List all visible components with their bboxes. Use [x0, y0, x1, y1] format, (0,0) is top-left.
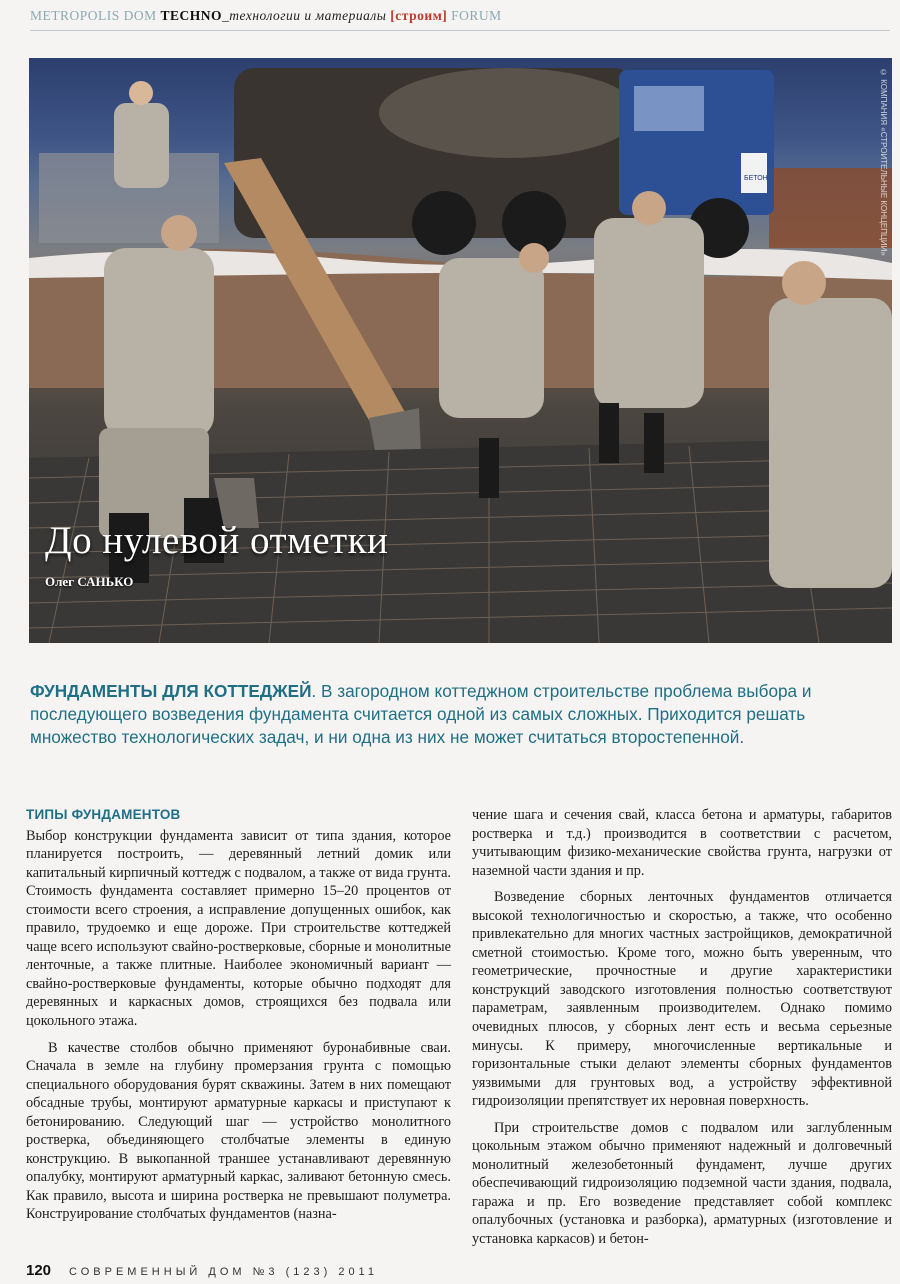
paragraph: В качестве столбов обычно применяют буронабивные сваи. Сначала в земле на глубину промерзания грунта с помощью специального оборудования бурят скважины. Затем в них помещают обсадные трубы, монтируют арматурные каркасы и приступают к бетонированию. Следующий шаг — устройство монолитного ростверка, объединяющего столбчатые элементы в единую конструкцию. В выкопанной траншее устанавливают деревянную опалубку, монтируют арматурный каркас, заливают бетонную смесь. Как правило, высота и ширина ростверка не превышают полуметра. Конструирование столбчатых фундаментов (назна-: [26, 1039, 451, 1223]
paragraph: Выбор конструкции фундамента зависит от типа здания, которое планируется построить, — деревянный летний домик или капитальный кирпичный коттедж с подвалом, а также от вида грунта. Стоимость фундамента составляет примерно 15–20 процентов от стоимости всего строения, а исправление допущенных ошибок, как правило, трудоемко и еще дороже. При строительстве коттеджей чаще всего используют свайно-ростверковые, сборные и монолитные ленточные, а также плитные. Наиболее экономичный вариант — свайно-ростверковые фундаменты, которые обычно подходят для деревянных и каркасных домов, строящихся без подвала или цокольного этажа.: [26, 827, 451, 1030]
paragraph: чение шага и сечения свай, класса бетона и арматуры, габаритов ростверка и т.д.) производится в соответствии с расчетом, учитывающим физико-механические свойства грунта, нагрузки от наземной части здания и пр.: [472, 807, 892, 879]
lead-kicker: ФУНДАМЕНТЫ ДЛЯ КОТТЕДЖЕЙ: [30, 681, 312, 701]
running-head: [30, 8, 890, 24]
article-column-left: [26, 806, 451, 1224]
paragraph: При строительстве домов с подвалом или заглубленным цокольным этажом обычно применяют надежный и долговечный монолитный железобетонный фундамент, лучше других обеспечивающий гидроизоляцию подземной части здания, подвала, гаража и пр. Его возведение представляет собой комплекс опалубочных (установка и разборка), арматурных (изготовление и установка каркасов) и бетон-: [472, 1119, 892, 1248]
header-section-forum: FORUM: [451, 8, 502, 23]
section-heading: ТИПЫ ФУНДАМЕНТОВ: [26, 807, 181, 822]
page-number: 120: [26, 1262, 52, 1279]
header-rubric: [строим]: [390, 8, 448, 23]
header-section-metropolis: METROPOLIS DOM: [30, 8, 157, 23]
article-author: Олег САНЬКО: [45, 574, 134, 589]
header-rule: [30, 30, 890, 31]
page-footer: [26, 1262, 886, 1280]
article-lead: [30, 680, 888, 749]
article-title: До нулевой отметки: [45, 519, 389, 562]
article-column-right: [472, 806, 892, 1249]
paragraph: Возведение сборных ленточных фундаментов отличается высокой технологичностью и скоростью, а также, что особенно привлекательно для многих частных застройщиков, демократичной сметной стоимостью. Кроме того, можно быть уверенным, что геометрические, прочностные и другие характеристики конструкций заводского изготовления полностью соответствуют параметрам, заявленным производителем. Однако помимо очевидных плюсов, у сборных лент есть и весьма серьезные минусы. К примеру, многочисленные вертикальные и горизонтальные стыки делают элементы сборных фундаментов уязвимыми для грунтовых вод, а устройству эффективной гидроизоляции препятствует их неровная поверхность.: [472, 889, 892, 1110]
journal-name: СОВРЕМЕННЫЙ ДОМ №3 (123) 2011: [69, 1266, 378, 1278]
header-subtitle: _технологии и материалы: [222, 8, 387, 23]
header-section-techno: TECHNO: [160, 8, 223, 23]
photo-credit: © КОМПАНИЯ «СТРОИТЕЛЬНЫЕ КОНЦЕПЦИИ»: [879, 68, 888, 256]
lead-text: . В загородном коттеджном строительстве проблема выбора и последующего возведения фундамента считается одной из самых сложных. Приходится решать множество технологических задач, и ни одна из них не может считаться второстепенной.: [30, 681, 812, 747]
truck-label: БЕТОН: [744, 175, 768, 182]
hero-photo: [29, 58, 892, 643]
